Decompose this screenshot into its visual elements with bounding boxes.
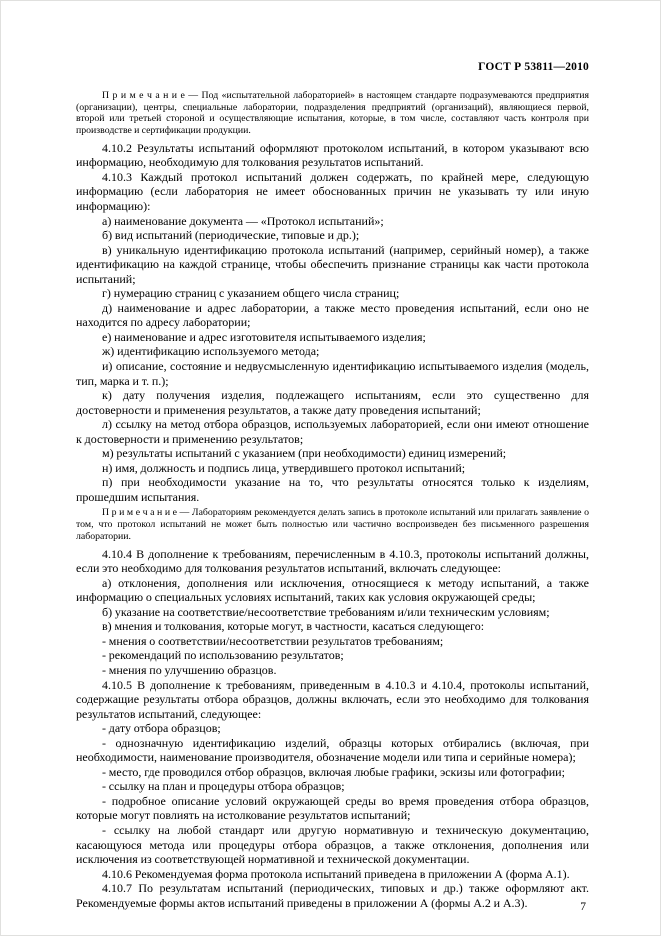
list-item: - мнения по улучшению образцов. [102,662,277,677]
page-footer [580,901,586,913]
list-item: м) результаты испытаний с указанием (при необходимости) единиц измерений; [102,446,507,461]
list-item: а) наименование документа — «Протокол испытаний»; [102,213,384,228]
list-item: - рекомендаций по использованию результатов; [102,648,344,663]
list-item: б) указание на соответствие/несоответствие требованиям и/или техническим условиям; [102,604,550,619]
list-item: - подробное описание условий окружающей среды во время проведения отбора образцов, которые могут повлиять на истолкование результатов испытаний; [76,793,589,823]
list-item: - дату отбора образцов; [102,721,221,736]
list-item: е) наименование и адрес изготовителя испытываемого изделия; [102,329,426,344]
page-number: 7 [580,901,586,913]
document-body [76,90,589,910]
list-item: а) отклонения, дополнения или исключения, относящиеся к методу испытаний, а также информацию о специальных условиях испытаний, таких как условия окружающей среды; [76,575,589,605]
list-item: - ссылку на любой стандарт или другую нормативную и техническую документацию, касающуюся метода или процедуры отбора образцов, а также отклонения, дополнения или исключения из соответствующей нормативной и технической документации. [76,822,589,867]
list-item: г) нумерацию страниц с указанием общего числа страниц; [102,286,400,301]
list-item: н) имя, должность и подпись лица, утвердившего протокол испытаний; [102,460,466,475]
list-item: - ссылку на план и процедуры отбора образцов; [102,779,345,794]
list-item: в) мнения и толкования, которые могут, в частности, касаться следующего: [102,619,485,634]
list-item: и) описание, состояние и недвусмысленную идентификацию испытываемого изделия (модель, тип, марка и т. п.); [76,359,589,388]
paragraph: 4.10.3 Каждый протокол испытаний должен содержать, по крайней мере, следующую информацию (если лаборатория не имеет обоснованных причин не указывать ту или иную информацию): [76,169,589,213]
paragraph: 4.10.7 По результатам испытаний (периодических, типовых и др.) также оформляют акт. Рекомендуемые формы актов испытаний приведены в приложении А (формы А.2 и А.3). [76,881,589,910]
note-paragraph: П р и м е ч а н и е — Под «испытательной лабораторией» в настоящем стандарте подразумеваются предприятия (организации), центры, специальные лаборатории, подразделения предприятий (организаций), являющиеся первой, второй или третьей стороной и осуществляющие испытания, которые, в том числе, составляют часть контроля при производстве и сертификации продукции. [76,90,589,137]
paragraph: 4.10.6 Рекомендуемая форма протокола испытаний приведена в приложении А (форма А.1). [102,866,570,881]
page-header [76,61,589,73]
list-item: д) наименование и адрес лаборатории, а также место проведения испытаний, если оно не находится по адресу лаборатории; [76,300,589,330]
list-item: л) ссылку на метод отбора образцов, используемых лабораторией, если они имеют отношение к достоверности и применению результатов; [76,417,589,446]
list-item: п) при необходимости указание на то, что результаты относятся только к изделиям, прошедшим испытания. [76,475,589,504]
paragraph: 4.10.5 В дополнение к требованиям, приведенным в 4.10.3 и 4.10.4, протоколы испытаний, содержащие результаты отбора образцов, должны включать, если это необходимо для толкования результатов испытаний, следующее: [76,677,589,721]
list-item: к) дату получения изделия, подлежащего испытаниям, если это существенно для достоверности и применения результатов, а также дату проведения испытаний; [76,388,589,417]
list-item: - мнения о соответствии/несоответствии результатов требованиям; [102,633,444,648]
list-item: в) уникальную идентификацию протокола испытаний (например, серийный номер), а также идентификацию на каждой странице, чтобы обеспечить признание страницы как части протокола испытаний; [76,242,589,286]
paragraph: 4.10.2 Результаты испытаний оформляют протоколом испытаний, в котором указывают всю информацию, необходимую для толкования результатов испытаний. [76,140,589,170]
list-item: б) вид испытаний (периодические, типовые и др.); [102,228,360,243]
list-item: ж) идентификацию используемого метода; [102,344,320,359]
list-item: - место, где проводился отбор образцов, включая любые графики, эскизы или фотографии; [102,764,565,779]
paragraph: 4.10.4 В дополнение к требованиям, перечисленным в 4.10.3, протоколы испытаний должны, если это необходимо для толкования результатов испытаний, включать следующее: [76,546,589,576]
note-paragraph: П р и м е ч а н и е — Лабораториям рекомендуется делать запись в протоколе испытаний или прилагать заявление о том, что протокол испытаний не может быть полностью или частично воспроизведен без письменного разрешения лаборатории. [76,507,589,542]
standard-code: ГОСТ Р 53811—2010 [478,61,589,73]
list-item: - однозначную идентификацию изделий, образцы которых отбирались (включая, при необходимости, наименование производителя, обозначение модели или типа и серийные номера); [76,735,589,765]
